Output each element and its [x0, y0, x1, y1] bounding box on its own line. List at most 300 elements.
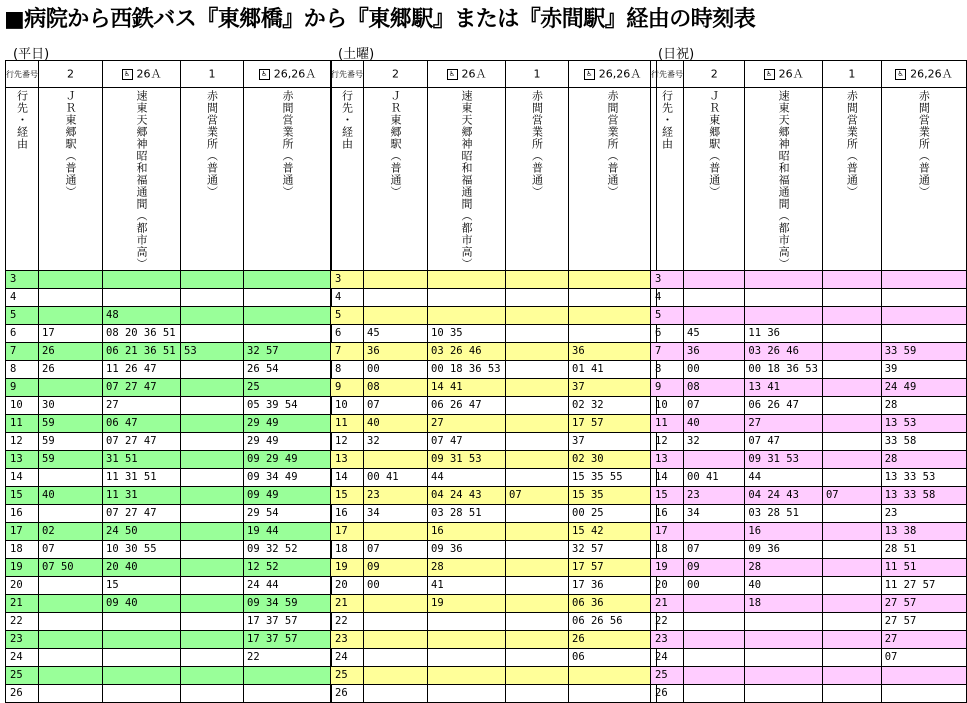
minutes-cell: 30	[39, 397, 103, 415]
hour-cell: 22	[6, 613, 39, 631]
minutes-cell	[181, 433, 244, 451]
route-number: 1	[208, 67, 216, 81]
hour-cell: 3	[6, 271, 39, 289]
minutes-cell	[822, 361, 881, 379]
minutes-cell: 17 37 57	[244, 613, 332, 631]
minutes-cell: 32 57	[569, 541, 657, 559]
minutes-cell	[822, 631, 881, 649]
table-row	[331, 649, 657, 667]
minutes-cell	[822, 415, 881, 433]
minutes-cell: 09	[364, 559, 428, 577]
minutes-cell	[822, 451, 881, 469]
minutes-cell: 00 18 36 53	[428, 361, 506, 379]
destination-label-text: 行先・経由	[15, 90, 29, 150]
hour-cell: 11	[331, 415, 364, 433]
minutes-cell	[684, 307, 745, 325]
table-row	[651, 343, 967, 361]
minutes-cell	[244, 289, 332, 307]
minutes-cell: 59	[39, 433, 103, 451]
minutes-cell	[745, 613, 823, 631]
destination-3	[881, 88, 966, 271]
minutes-cell: 19	[428, 595, 506, 613]
minutes-cell	[506, 397, 569, 415]
route-number: 2	[67, 67, 74, 81]
hour-cell: 20	[6, 577, 39, 595]
minutes-cell	[881, 685, 966, 703]
hour-cell: 23	[331, 631, 364, 649]
destination-text: 赤間営業所（普通）	[281, 90, 294, 198]
minutes-cell	[822, 505, 881, 523]
minutes-cell: 07 27 47	[103, 433, 181, 451]
table-row	[6, 613, 332, 631]
route-number: 2	[392, 67, 399, 81]
minutes-cell	[244, 307, 332, 325]
minutes-cell: 40	[684, 415, 745, 433]
table-row	[331, 487, 657, 505]
minutes-cell	[506, 649, 569, 667]
minutes-cell	[506, 559, 569, 577]
table-row	[651, 505, 967, 523]
minutes-cell: 26	[39, 361, 103, 379]
table-row	[6, 397, 332, 415]
minutes-cell	[364, 667, 428, 685]
minutes-cell	[822, 325, 881, 343]
hour-cell: 16	[331, 505, 364, 523]
minutes-cell	[428, 613, 506, 631]
minutes-cell: 53	[181, 343, 244, 361]
minutes-cell: 16	[745, 523, 823, 541]
route-0	[684, 61, 745, 88]
hour-cell: 21	[6, 595, 39, 613]
route-number-label: 行先番号	[6, 61, 39, 88]
minutes-cell: 07	[684, 541, 745, 559]
route-2	[822, 61, 881, 88]
minutes-cell: 20 40	[103, 559, 181, 577]
route-1	[103, 61, 181, 88]
table-row	[651, 361, 967, 379]
minutes-cell: 32	[684, 433, 745, 451]
minutes-cell	[569, 325, 657, 343]
minutes-cell	[506, 325, 569, 343]
minutes-cell: 08 20 36 51	[103, 325, 181, 343]
minutes-cell: 29 54	[244, 505, 332, 523]
table-row	[6, 649, 332, 667]
minutes-cell: 14 41	[428, 379, 506, 397]
minutes-cell: 27 57	[881, 613, 966, 631]
minutes-cell: 06 26 56	[569, 613, 657, 631]
timetable-saturday	[330, 60, 657, 703]
minutes-cell: 13 33 58	[881, 487, 966, 505]
hour-cell: 9	[6, 379, 39, 397]
minutes-cell: 26	[569, 631, 657, 649]
minutes-cell	[39, 613, 103, 631]
day-label: (日祝)	[658, 47, 695, 62]
minutes-cell	[428, 685, 506, 703]
minutes-cell	[822, 595, 881, 613]
route-number: 26,26Ａ	[273, 67, 317, 81]
table-row	[331, 631, 657, 649]
minutes-cell	[506, 595, 569, 613]
route-3	[569, 61, 657, 88]
hour-cell: 4	[331, 289, 364, 307]
minutes-cell: 08	[684, 379, 745, 397]
table-row	[6, 433, 332, 451]
minutes-cell	[745, 271, 823, 289]
destination-text: ＪＲ東郷駅（普通）	[64, 90, 77, 198]
minutes-cell	[244, 271, 332, 289]
minutes-cell	[506, 433, 569, 451]
hour-cell: 18	[331, 541, 364, 559]
minutes-cell	[822, 469, 881, 487]
minutes-cell: 11 36	[745, 325, 823, 343]
minutes-cell	[103, 685, 181, 703]
minutes-cell	[181, 523, 244, 541]
hour-cell: 23	[6, 631, 39, 649]
minutes-cell: 00 41	[684, 469, 745, 487]
table-row	[6, 361, 332, 379]
minutes-cell	[822, 613, 881, 631]
minutes-cell: 06 21 36 51	[103, 343, 181, 361]
minutes-cell: 15 35	[569, 487, 657, 505]
minutes-cell: 33 58	[881, 433, 966, 451]
minutes-cell: 45	[364, 325, 428, 343]
minutes-cell: 08	[364, 379, 428, 397]
destination-1	[745, 88, 823, 271]
minutes-cell: 07 27 47	[103, 379, 181, 397]
minutes-cell	[181, 667, 244, 685]
minutes-cell	[822, 379, 881, 397]
wheelchair-icon: ♿	[122, 69, 133, 80]
minutes-cell: 36	[569, 343, 657, 361]
hour-cell: 12	[6, 433, 39, 451]
minutes-cell: 23	[684, 487, 745, 505]
destination-label-text: 行先・経由	[340, 90, 354, 150]
minutes-cell: 41	[428, 577, 506, 595]
table-row	[331, 595, 657, 613]
table-row	[6, 685, 332, 703]
hour-cell: 6	[331, 325, 364, 343]
minutes-cell: 27 57	[881, 595, 966, 613]
minutes-cell: 12 52	[244, 559, 332, 577]
hour-cell: 4	[651, 289, 684, 307]
hour-cell: 15	[651, 487, 684, 505]
hour-cell: 5	[651, 307, 684, 325]
minutes-cell	[181, 649, 244, 667]
table-row	[6, 577, 332, 595]
minutes-cell: 09 49	[244, 487, 332, 505]
hour-cell: 24	[331, 649, 364, 667]
minutes-cell	[745, 649, 823, 667]
minutes-cell	[364, 451, 428, 469]
minutes-cell: 03 26 46	[428, 343, 506, 361]
minutes-cell: 09 29 49	[244, 451, 332, 469]
minutes-cell	[822, 307, 881, 325]
minutes-cell	[364, 613, 428, 631]
route-number: 26Ａ	[778, 67, 804, 81]
minutes-cell	[881, 289, 966, 307]
minutes-cell: 06 26 47	[745, 397, 823, 415]
minutes-cell	[428, 649, 506, 667]
hour-cell: 7	[651, 343, 684, 361]
minutes-cell	[244, 325, 332, 343]
destination-header-row	[331, 88, 657, 271]
hour-cell: 16	[651, 505, 684, 523]
destination-text: 赤間営業所（普通）	[606, 90, 619, 198]
table-row	[331, 289, 657, 307]
minutes-cell: 11 51	[881, 559, 966, 577]
minutes-cell: 11 26 47	[103, 361, 181, 379]
minutes-cell	[181, 379, 244, 397]
hour-cell: 21	[651, 595, 684, 613]
minutes-cell: 19 44	[244, 523, 332, 541]
table-row	[331, 325, 657, 343]
minutes-cell: 07 50	[39, 559, 103, 577]
hour-cell: 16	[6, 505, 39, 523]
table-row	[6, 667, 332, 685]
minutes-cell	[506, 523, 569, 541]
table-row	[6, 379, 332, 397]
minutes-cell: 00	[364, 577, 428, 595]
minutes-cell: 02 32	[569, 397, 657, 415]
minutes-cell: 17 37 57	[244, 631, 332, 649]
minutes-cell	[822, 289, 881, 307]
minutes-cell: 34	[684, 505, 745, 523]
wheelchair-icon: ♿	[447, 69, 458, 80]
hour-cell: 20	[331, 577, 364, 595]
hour-cell: 22	[331, 613, 364, 631]
hour-cell: 26	[651, 685, 684, 703]
table-row	[331, 271, 657, 289]
hour-cell: 8	[651, 361, 684, 379]
hour-cell: 5	[331, 307, 364, 325]
minutes-cell: 13 41	[745, 379, 823, 397]
route-2	[506, 61, 569, 88]
table-row	[331, 559, 657, 577]
minutes-cell	[684, 613, 745, 631]
minutes-cell	[684, 649, 745, 667]
minutes-cell: 37	[569, 433, 657, 451]
table-row	[651, 325, 967, 343]
hour-cell: 19	[331, 559, 364, 577]
destination-0	[364, 88, 428, 271]
hour-cell: 13	[651, 451, 684, 469]
table-row	[651, 307, 967, 325]
destination-2	[822, 88, 881, 271]
minutes-cell	[244, 685, 332, 703]
minutes-cell	[39, 271, 103, 289]
minutes-cell	[506, 685, 569, 703]
minutes-cell	[506, 343, 569, 361]
hour-cell: 24	[6, 649, 39, 667]
table-row	[651, 541, 967, 559]
minutes-cell: 02 30	[569, 451, 657, 469]
hour-cell: 25	[331, 667, 364, 685]
minutes-cell: 34	[364, 505, 428, 523]
table-row	[651, 595, 967, 613]
minutes-cell: 06	[569, 649, 657, 667]
minutes-cell	[181, 361, 244, 379]
table-row	[6, 415, 332, 433]
minutes-cell	[103, 667, 181, 685]
hour-cell: 15	[6, 487, 39, 505]
minutes-cell: 03 28 51	[745, 505, 823, 523]
hour-cell: 11	[6, 415, 39, 433]
table-row	[6, 505, 332, 523]
minutes-cell	[506, 307, 569, 325]
minutes-cell: 09 40	[103, 595, 181, 613]
minutes-cell: 27	[103, 397, 181, 415]
minutes-cell	[569, 307, 657, 325]
minutes-cell: 03 26 46	[745, 343, 823, 361]
minutes-cell: 06 26 47	[428, 397, 506, 415]
minutes-cell: 32 57	[244, 343, 332, 361]
minutes-cell: 13 38	[881, 523, 966, 541]
minutes-cell	[684, 271, 745, 289]
minutes-cell: 10 30 55	[103, 541, 181, 559]
hour-cell: 5	[6, 307, 39, 325]
minutes-cell: 40	[39, 487, 103, 505]
table-row	[651, 631, 967, 649]
hour-cell: 22	[651, 613, 684, 631]
hour-cell: 6	[6, 325, 39, 343]
minutes-cell	[506, 469, 569, 487]
table-row	[651, 487, 967, 505]
hour-cell: 17	[6, 523, 39, 541]
table-row	[6, 487, 332, 505]
minutes-cell: 00	[684, 577, 745, 595]
destination-0	[684, 88, 745, 271]
minutes-cell	[181, 541, 244, 559]
minutes-cell: 09 31 53	[745, 451, 823, 469]
table-row	[651, 451, 967, 469]
minutes-cell	[684, 523, 745, 541]
page-title: ■病院から西鉄バス『東郷橋』から『東郷駅』または『赤間駅』経由の時刻表	[4, 7, 756, 32]
minutes-cell	[364, 631, 428, 649]
minutes-cell: 07 47	[428, 433, 506, 451]
minutes-cell: 01 41	[569, 361, 657, 379]
minutes-cell	[39, 631, 103, 649]
minutes-cell: 15 35 55	[569, 469, 657, 487]
hour-cell: 13	[331, 451, 364, 469]
minutes-cell	[569, 271, 657, 289]
minutes-cell	[822, 649, 881, 667]
hour-cell: 25	[6, 667, 39, 685]
destination-label	[651, 88, 684, 271]
minutes-cell: 07	[506, 487, 569, 505]
route-3	[244, 61, 332, 88]
route-number-label: 行先番号	[331, 61, 364, 88]
minutes-cell	[881, 667, 966, 685]
table-row	[6, 451, 332, 469]
minutes-cell: 36	[684, 343, 745, 361]
hour-cell: 12	[331, 433, 364, 451]
minutes-cell	[181, 631, 244, 649]
table-row	[331, 613, 657, 631]
table-row	[651, 613, 967, 631]
hour-cell: 9	[331, 379, 364, 397]
minutes-cell: 24 50	[103, 523, 181, 541]
minutes-cell: 00	[364, 361, 428, 379]
minutes-cell: 36	[364, 343, 428, 361]
minutes-cell	[181, 577, 244, 595]
minutes-cell	[244, 667, 332, 685]
wheelchair-icon: ♿	[764, 69, 775, 80]
minutes-cell	[103, 271, 181, 289]
minutes-cell: 00 41	[364, 469, 428, 487]
minutes-cell	[39, 379, 103, 397]
table-row	[651, 397, 967, 415]
table-row	[6, 289, 332, 307]
minutes-cell: 04 24 43	[745, 487, 823, 505]
table-row	[6, 307, 332, 325]
minutes-cell	[506, 577, 569, 595]
hour-cell: 15	[331, 487, 364, 505]
minutes-cell	[364, 649, 428, 667]
minutes-cell: 05 39 54	[244, 397, 332, 415]
minutes-cell	[684, 451, 745, 469]
table-row	[331, 541, 657, 559]
hour-cell: 14	[651, 469, 684, 487]
route-0	[364, 61, 428, 88]
minutes-cell: 26 54	[244, 361, 332, 379]
minutes-cell	[745, 289, 823, 307]
minutes-cell	[506, 415, 569, 433]
minutes-cell: 28	[428, 559, 506, 577]
destination-text: 赤間営業所（普通）	[845, 90, 859, 198]
minutes-cell: 00 25	[569, 505, 657, 523]
minutes-cell: 07	[684, 397, 745, 415]
table-row	[331, 415, 657, 433]
minutes-cell: 24 44	[244, 577, 332, 595]
minutes-cell: 13 33 53	[881, 469, 966, 487]
minutes-cell: 59	[39, 451, 103, 469]
minutes-cell	[181, 307, 244, 325]
minutes-cell: 24 49	[881, 379, 966, 397]
table-row	[331, 433, 657, 451]
minutes-cell: 09 36	[745, 541, 823, 559]
minutes-cell	[684, 289, 745, 307]
destination-text: 速東天郷神昭和福通間（都市高）	[777, 90, 791, 270]
destination-text: 赤間営業所（普通）	[530, 90, 544, 198]
minutes-cell	[428, 289, 506, 307]
table-row	[651, 523, 967, 541]
table-row	[331, 451, 657, 469]
minutes-cell: 04 24 43	[428, 487, 506, 505]
minutes-cell	[506, 379, 569, 397]
route-number: 26,26Ａ	[910, 67, 953, 81]
minutes-cell: 39	[881, 361, 966, 379]
minutes-cell	[181, 685, 244, 703]
minutes-cell	[181, 613, 244, 631]
minutes-cell	[506, 613, 569, 631]
minutes-cell: 32	[364, 433, 428, 451]
destination-label	[331, 88, 364, 271]
route-number: 26Ａ	[461, 67, 487, 81]
hour-cell: 14	[6, 469, 39, 487]
table-row	[331, 361, 657, 379]
hour-cell: 23	[651, 631, 684, 649]
minutes-cell	[569, 667, 657, 685]
table-row	[6, 595, 332, 613]
destination-2	[181, 88, 244, 271]
hour-cell: 7	[6, 343, 39, 361]
minutes-cell: 00 18 36 53	[745, 361, 823, 379]
minutes-cell	[428, 631, 506, 649]
hour-cell: 11	[651, 415, 684, 433]
day-label: (土曜)	[338, 47, 375, 62]
minutes-cell	[822, 343, 881, 361]
minutes-cell: 23	[364, 487, 428, 505]
